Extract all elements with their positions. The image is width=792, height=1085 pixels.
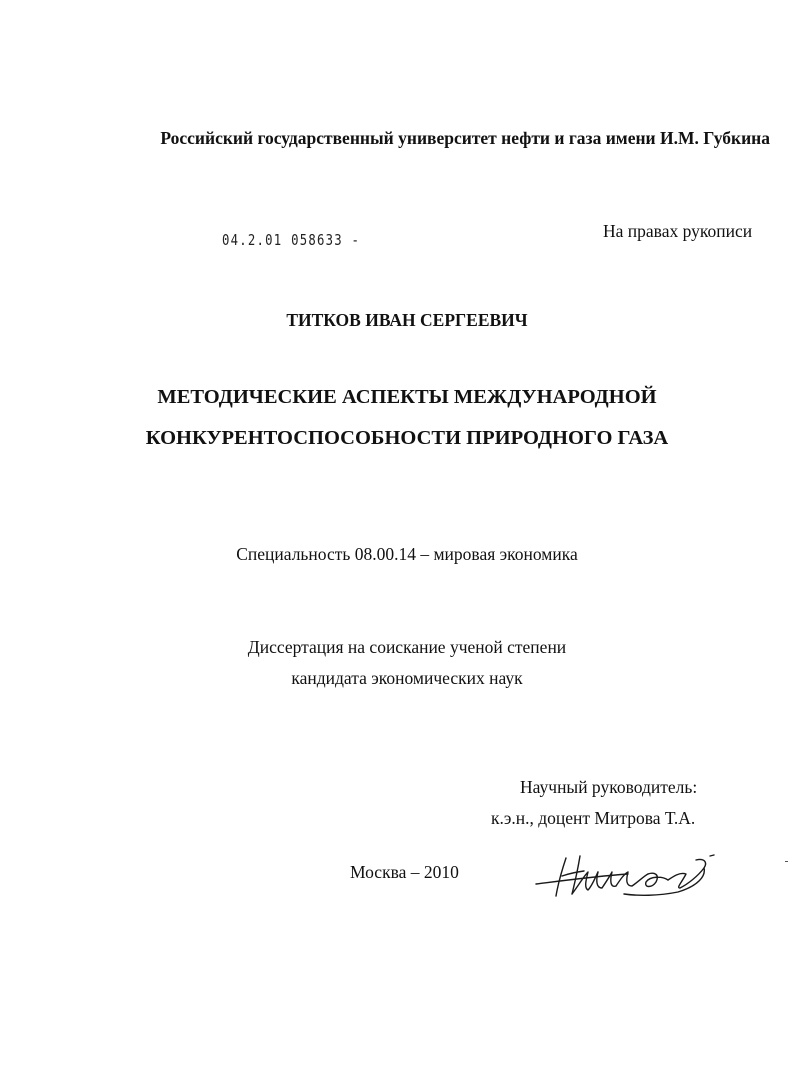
dissertation-degree-line-2: кандидата экономических наук xyxy=(291,668,523,688)
registration-stamp-number: 04.2.01 058633 - xyxy=(222,231,361,249)
supervisor-label: Научный руководитель: xyxy=(520,777,698,797)
rights-note: На правах рукописи xyxy=(603,221,753,241)
supervisor-name: к.э.н., доцент Митрова Т.А. xyxy=(491,808,696,828)
scan-speck xyxy=(785,861,788,862)
author-name: ТИТКОВ ИВАН СЕРГЕЕВИЧ xyxy=(286,310,528,330)
city-year: Москва – 2010 xyxy=(350,862,459,882)
thesis-title-line-1: МЕТОДИЧЕСКИЕ АСПЕКТЫ МЕЖДУНАРОДНОЙ xyxy=(157,386,657,408)
specialty: Специальность 08.00.14 – мировая экономика xyxy=(236,544,578,564)
thesis-title-line-2: КОНКУРЕНТОСПОСОБНОСТИ ПРИРОДНОГО ГАЗА xyxy=(145,427,669,449)
dissertation-degree-line-1: Диссертация на соискание ученой степени xyxy=(247,637,567,657)
handwritten-signature xyxy=(528,846,728,906)
university-name: Российский государственный университет нефти и газа имени И.М. Губкина xyxy=(160,128,770,148)
